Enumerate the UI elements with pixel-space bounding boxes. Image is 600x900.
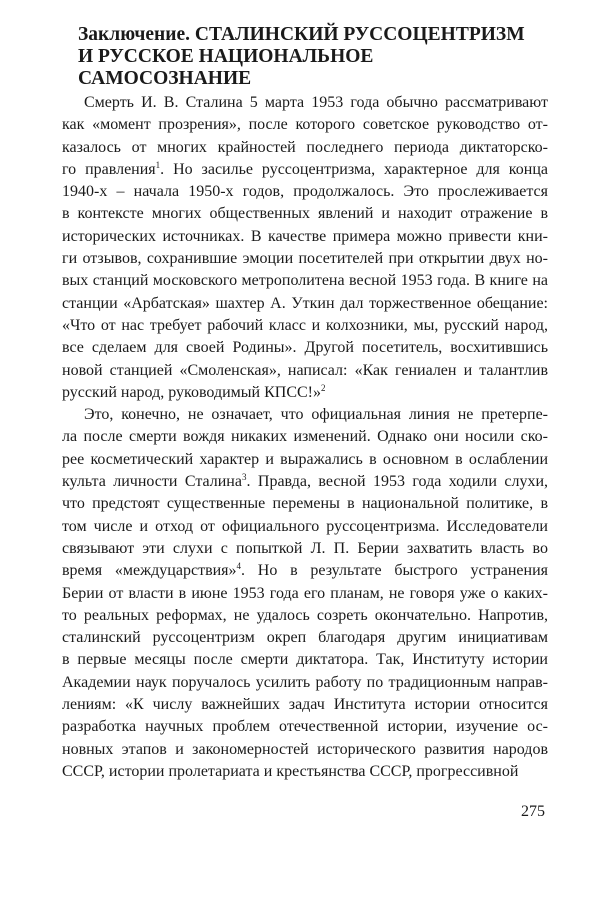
- line-text: ги отзывов, сохранившие эмоции посетителей при открытии двух но-: [62, 250, 548, 268]
- line-text-continued: . Но засилье руссоцентризма, характерное для конца: [160, 160, 548, 178]
- text-line: [62, 382, 548, 404]
- line-text: лениям: «К числу важнейших задач Института истории относится: [62, 696, 548, 714]
- heading-title-part-1: СТАЛИНСКИЙ РУССОЦЕНТРИЗМ: [194, 24, 525, 45]
- line-text: связывают эти слухи с попыткой Л. П. Берии захватить власть во: [62, 539, 548, 557]
- line-text: исторических источниках. В качестве примера можно привести кни-: [62, 227, 548, 245]
- line-text: рее косметический характер и выражались в основном в ослаблении: [62, 450, 548, 468]
- text-line: [62, 449, 548, 471]
- line-text: в первые месяцы после смерти диктатора. Так, Институту истории: [62, 651, 548, 669]
- body-text: [62, 92, 548, 783]
- line-text: вых станций московского метрополитена весной 1953 года. В книге на: [62, 272, 548, 290]
- text-line: [62, 605, 548, 627]
- text-line: [62, 583, 548, 605]
- line-text: Смерть И. В. Сталина 5 марта 1953 года обычно рассматривают: [84, 94, 548, 111]
- text-line: [62, 516, 548, 538]
- text-line: [62, 114, 548, 136]
- text-line: [62, 493, 548, 515]
- text-line: [62, 315, 548, 337]
- line-text: сталинский руссоцентризм окреп благодаря другим инициативам: [62, 629, 548, 647]
- line-text: то реальных реформах, не удалось созреть окончательно. Напротив,: [62, 606, 548, 624]
- line-text-continued: . Правда, весной 1953 года ходили слухи,: [246, 473, 549, 491]
- line-text: все сделаем для своей Родины». Другой посетитель, восхитившись: [62, 339, 548, 357]
- text-line: [62, 716, 548, 738]
- footnote-marker: 1: [155, 159, 161, 170]
- page-number: 275: [521, 803, 545, 820]
- line-text: новных этапов и закономерностей исторического развития народов: [62, 740, 548, 758]
- text-line: [62, 694, 548, 716]
- text-line: [62, 92, 548, 114]
- text-line: [62, 226, 548, 248]
- text-line: [62, 248, 548, 270]
- line-text: как «момент прозрения», после которого советское руководство от-: [62, 116, 548, 134]
- line-text: казалось от многих крайностей последнего периода диктаторско-: [62, 138, 548, 156]
- line-text-continued: . Но в результате быстрого устранения: [241, 562, 548, 580]
- line-text: ла после смерти вождя никаких изменений. Однако они носили ско-: [62, 428, 548, 446]
- footnote-marker: 4: [236, 561, 242, 572]
- heading-lead: Заключение.: [78, 24, 191, 45]
- heading-line-1: [78, 24, 548, 46]
- heading-line-2: И РУССКОЕ НАЦИОНАЛЬНОЕ САМОСОЗНАНИЕ: [78, 46, 374, 89]
- line-text: новой станцией «Смоленская», написал: «Как гениален и талантлив: [62, 361, 548, 379]
- text-line: [62, 672, 548, 694]
- line-text: культа личности Сталина: [62, 473, 242, 491]
- line-text: время «междуцарствия»: [62, 562, 237, 580]
- text-line: [62, 181, 548, 203]
- text-line: [62, 360, 548, 382]
- text-line: [62, 538, 548, 560]
- text-line: [62, 159, 548, 181]
- footnote-marker: 3: [241, 472, 247, 483]
- text-line: [62, 404, 548, 426]
- text-line: [62, 337, 548, 359]
- line-text: в контексте многих общественных явлений и находит отражение в: [62, 205, 548, 223]
- footnote-marker: 2: [321, 382, 326, 393]
- text-line: [62, 270, 548, 292]
- line-text: том числе и отход от официального руссоцентризма. Исследователи: [62, 517, 548, 535]
- text-line: [62, 761, 548, 783]
- text-line: [62, 649, 548, 671]
- line-text: что предстоят существенные перемены в национальной политике, в: [62, 495, 548, 513]
- text-line: [62, 293, 548, 315]
- text-line: [62, 627, 548, 649]
- text-line: [62, 471, 548, 493]
- text-line: [62, 560, 548, 582]
- line-text: Академии наук поручалось усилить работу по традиционным направ-: [62, 673, 548, 691]
- line-text: станции «Арбатская» шахтер А. Уткин дал торжественное обещание:: [62, 294, 548, 312]
- line-text: разработка научных проблем отечественной истории, изучение ос-: [62, 718, 548, 736]
- line-text: Берии от власти в июне 1953 года его планам, не говоря уже о каких-: [62, 584, 548, 602]
- text-line: [62, 426, 548, 448]
- line-text: СССР, истории пролетариата и крестьянства СССР, прогрессивной: [62, 762, 519, 780]
- line-text: 1940-х – начала 1950-х годов, продолжалось. Это прослеживается: [62, 183, 548, 201]
- text-line: [62, 203, 548, 225]
- line-text: русский народ, руководимый КПСС!»: [62, 383, 322, 401]
- line-text: Это, конечно, не означает, что официальная линия не претерпе-: [84, 406, 548, 424]
- text-line: [62, 137, 548, 159]
- line-text: «Что от нас требует рабочий класс и колхозники, мы, русский народ,: [62, 316, 548, 334]
- text-line: [62, 739, 548, 761]
- line-text: го правления: [62, 160, 156, 178]
- chapter-heading: [78, 24, 548, 90]
